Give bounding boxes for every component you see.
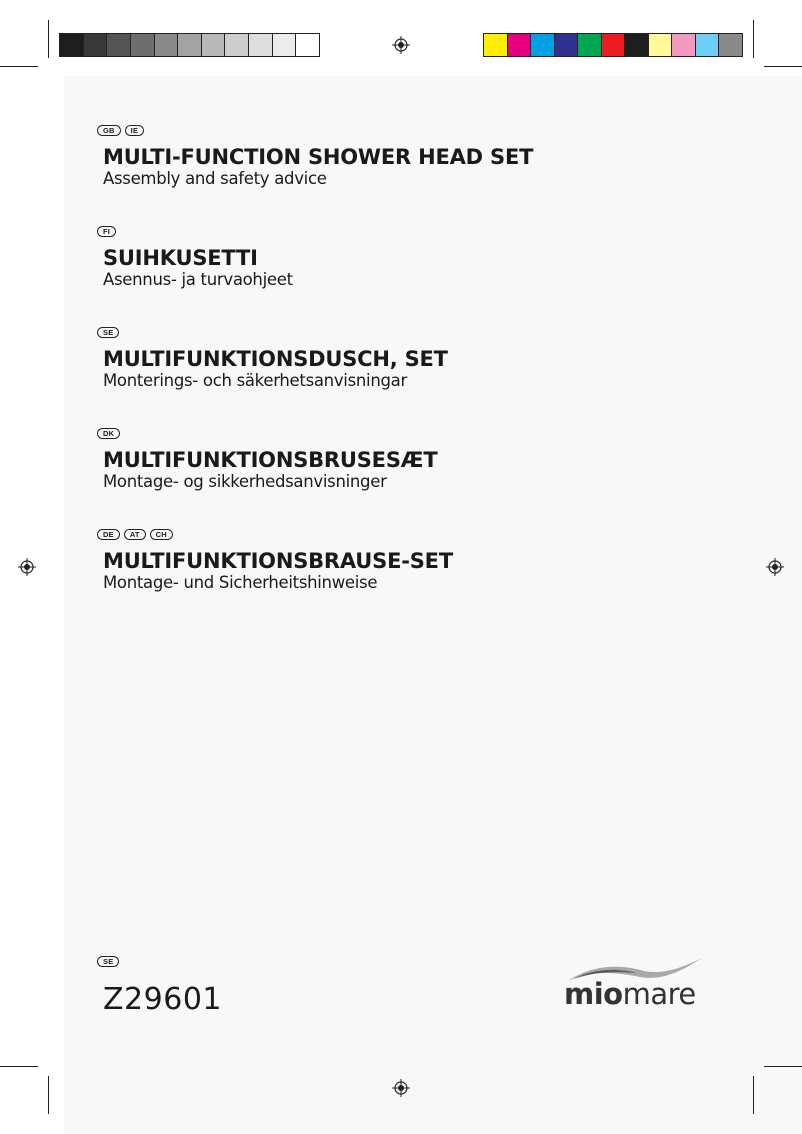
product-title: MULTIFUNKTIONSBRAUSE-SET [103,549,453,573]
color-swatch [484,34,508,56]
color-swatch [131,34,155,56]
color-swatch [178,34,202,56]
color-swatch [273,34,297,56]
registration-mark-icon [18,558,36,576]
logo-wordmark [564,977,696,1011]
color-calibration-bar [483,33,743,57]
product-title: SUIHKUSETTI [103,246,258,270]
color-swatch [578,34,602,56]
language-section-de-at-ch [97,529,453,593]
language-section-gb-ie [97,125,533,189]
language-section-se [97,327,448,391]
country-badge: SE [97,327,119,338]
country-badge: SE [97,956,119,967]
product-title: MULTI-FUNCTION SHOWER HEAD SET [103,145,534,169]
color-swatch [155,34,179,56]
color-swatch [249,34,273,56]
model-number: Z29601 [103,982,222,1017]
country-badges [97,956,119,967]
crop-mark [0,1066,38,1067]
color-swatch [625,34,649,56]
color-swatch [296,34,319,56]
crop-mark [753,1076,754,1114]
logo-bold: mio [564,977,623,1011]
color-swatch [202,34,226,56]
product-subtitle: Assembly and safety advice [103,169,327,188]
country-badges [97,125,533,136]
crop-mark [48,20,49,58]
color-swatch [225,34,249,56]
color-swatch [107,34,131,56]
color-swatch [602,34,626,56]
product-subtitle: Montage- und Sicherheitshinweise [103,573,378,592]
color-swatch [508,34,532,56]
miomare-logo [564,955,704,1015]
color-swatch [719,34,742,56]
country-badge: FI [97,226,116,237]
crop-mark [753,20,754,58]
product-subtitle: Monterings- och säkerhetsanvisningar [103,371,407,390]
registration-mark-icon [392,36,410,54]
product-title: MULTIFUNKTIONSBRUSESÆT [103,448,438,472]
color-swatch [649,34,673,56]
color-swatch [84,34,108,56]
crop-mark [764,1066,802,1067]
country-badges [97,327,448,338]
country-badge: AT [124,529,146,540]
country-badge: DK [97,428,120,439]
registration-mark-icon [392,1079,410,1097]
color-swatch [60,34,84,56]
country-badge: GB [97,125,121,136]
country-badges [97,428,437,439]
language-section-fi [97,226,293,290]
color-swatch [696,34,720,56]
country-badges [97,226,293,237]
product-title: MULTIFUNKTIONSDUSCH, SET [103,347,448,371]
color-swatch [672,34,696,56]
product-subtitle: Asennus- ja turvaohjeet [103,270,293,289]
country-badge: CH [150,529,173,540]
registration-mark-icon [766,558,784,576]
country-badge: IE [125,125,145,136]
crop-mark [48,1076,49,1114]
country-badge: DE [97,529,120,540]
grayscale-calibration-bar [59,33,320,57]
color-swatch [531,34,555,56]
crop-mark [0,66,38,67]
product-subtitle: Montage- og sikkerhedsanvisninger [103,472,387,491]
country-badges [97,529,453,540]
language-section-dk [97,428,437,492]
footer-country [97,956,119,967]
color-swatch [555,34,579,56]
logo-light: mare [622,977,696,1011]
crop-mark [764,66,802,67]
